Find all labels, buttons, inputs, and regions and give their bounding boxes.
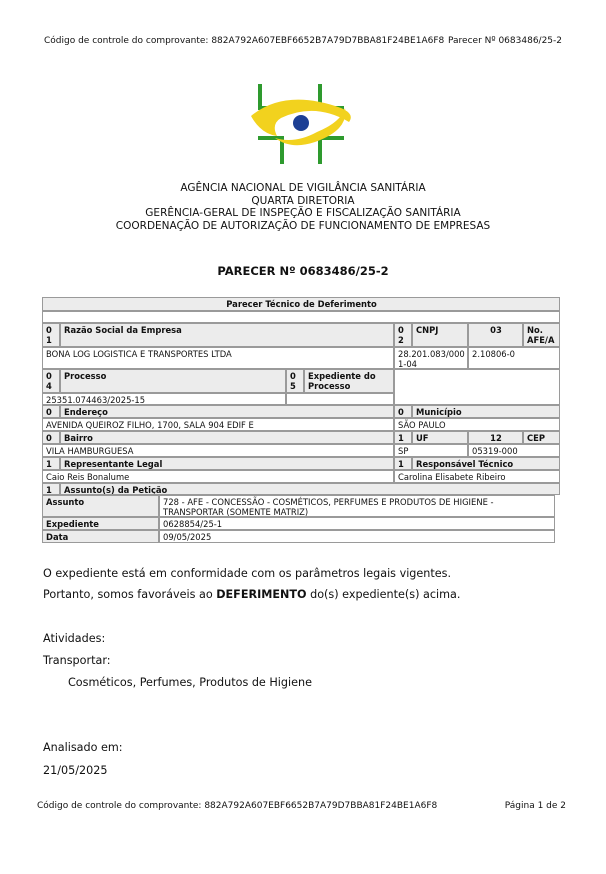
field-number: 1 bbox=[42, 457, 60, 470]
analisado-date: 21/05/2025 bbox=[43, 764, 108, 777]
section-title: Parecer Técnico de Deferimento bbox=[42, 297, 560, 311]
field-number: 04 bbox=[42, 369, 60, 393]
municipio-value: SÃO PAULO bbox=[394, 418, 560, 431]
expediente-processo-value bbox=[286, 393, 394, 405]
representante-legal-label: Representante Legal bbox=[60, 457, 394, 470]
uf-label: UF bbox=[412, 431, 468, 444]
representante-legal-value: Caio Reis Bonalume bbox=[42, 470, 394, 483]
data-value: 09/05/2025 bbox=[159, 530, 555, 543]
agency-line: COORDENAÇÃO DE AUTORIZAÇÃO DE FUNCIONAMENTO DE EMPRESAS bbox=[115, 219, 491, 232]
parecer-reference: Parecer Nº 0683486/25-2 bbox=[448, 36, 562, 46]
razao-social-value: BONA LOG LOGISTICA E TRANSPORTES LTDA bbox=[42, 347, 394, 369]
field-number: 03 bbox=[468, 323, 523, 347]
afe-label: No. AFE/A bbox=[523, 323, 560, 347]
processo-label: Processo bbox=[60, 369, 286, 393]
deferimento-word: DEFERIMENTO bbox=[216, 588, 307, 601]
field-number: 1 bbox=[394, 431, 412, 444]
bairro-label: Bairro bbox=[60, 431, 394, 444]
document-title: PARECER Nº 0683486/25-2 bbox=[217, 264, 389, 278]
endereco-value: AVENIDA QUEIROZ FILHO, 1700, SALA 904 EDIF E bbox=[42, 418, 394, 431]
field-number: 1 bbox=[42, 483, 60, 495]
responsavel-tecnico-label: Responsável Técnico bbox=[412, 457, 560, 470]
municipio-label: Município bbox=[412, 405, 560, 418]
agency-line: GERÊNCIA-GERAL DE INSPEÇÃO E FISCALIZAÇÃO SANITÁRIA bbox=[145, 207, 461, 219]
cep-value: 05319-000 bbox=[468, 444, 560, 457]
assunto-value: 728 - AFE - CONCESSÃO - COSMÉTICOS, PERFUMES E PRODUTOS DE HIGIENE - TRANSPORTAR (SOMENTE MATRIZ) bbox=[159, 495, 555, 517]
conformity-paragraph: O expediente está em conformidade com os parâmetros legais vigentes. bbox=[43, 567, 452, 580]
field-number: 05 bbox=[286, 369, 304, 393]
data-label: Data bbox=[42, 530, 159, 543]
expediente-processo-label: Expediente do Processo bbox=[304, 369, 394, 393]
transportar-label: Transportar: bbox=[43, 654, 111, 667]
endereco-label: Endereço bbox=[60, 405, 394, 418]
razao-social-label: Razão Social da Empresa bbox=[60, 323, 394, 347]
processo-value: 25351.074463/2025-15 bbox=[42, 393, 286, 405]
agency-line: AGÊNCIA NACIONAL DE VIGILÂNCIA SANITÁRIA bbox=[180, 182, 426, 194]
expediente-value: 0628854/25-1 bbox=[159, 517, 555, 530]
field-number: 0 bbox=[42, 431, 60, 444]
cep-label: CEP bbox=[523, 431, 560, 444]
field-number: 01 bbox=[42, 323, 60, 347]
field-number: 1 bbox=[394, 457, 412, 470]
field-number: 02 bbox=[394, 323, 412, 347]
blank-cell bbox=[394, 369, 560, 405]
assunto-peticao-label: Assunto(s) da Petição bbox=[60, 483, 560, 495]
bairro-value: VILA HAMBURGUESA bbox=[42, 444, 394, 457]
cnpj-label: CNPJ bbox=[412, 323, 468, 347]
field-number: 0 bbox=[42, 405, 60, 418]
agency-line: QUARTA DIRETORIA bbox=[251, 194, 355, 207]
field-number: 0 bbox=[394, 405, 412, 418]
field-number: 12 bbox=[468, 431, 523, 444]
afe-value: 2.10806-0 bbox=[468, 347, 560, 369]
control-code: Código de controle do comprovante: 882A792A607EBF6652B7A79D7BBA81F24BE1A6F8 bbox=[44, 36, 445, 46]
responsavel-tecnico-value: Carolina Elisabete Ribeiro bbox=[394, 470, 560, 483]
expediente-label: Expediente bbox=[42, 517, 159, 530]
product-categories: Cosméticos, Perfumes, Produtos de Higiene bbox=[68, 676, 312, 689]
page-number: Página 1 de 2 bbox=[504, 801, 566, 811]
assunto-label: Assunto bbox=[42, 495, 159, 517]
uf-value: SP bbox=[394, 444, 468, 457]
analisado-label: Analisado em: bbox=[43, 741, 123, 754]
footer-control-code: Código de controle do comprovante: 882A792A607EBF6652B7A79D7BBA81F24BE1A6F8 bbox=[37, 801, 438, 811]
deferimento-paragraph: Portanto, somos favoráveis ao DEFERIMENTO do(s) expediente(s) acima. bbox=[43, 588, 461, 601]
spacer-row bbox=[42, 311, 560, 323]
atividades-label: Atividades: bbox=[43, 632, 106, 645]
cnpj-value: 28.201.083/0001-04 bbox=[394, 347, 468, 369]
page-footer bbox=[37, 801, 566, 811]
